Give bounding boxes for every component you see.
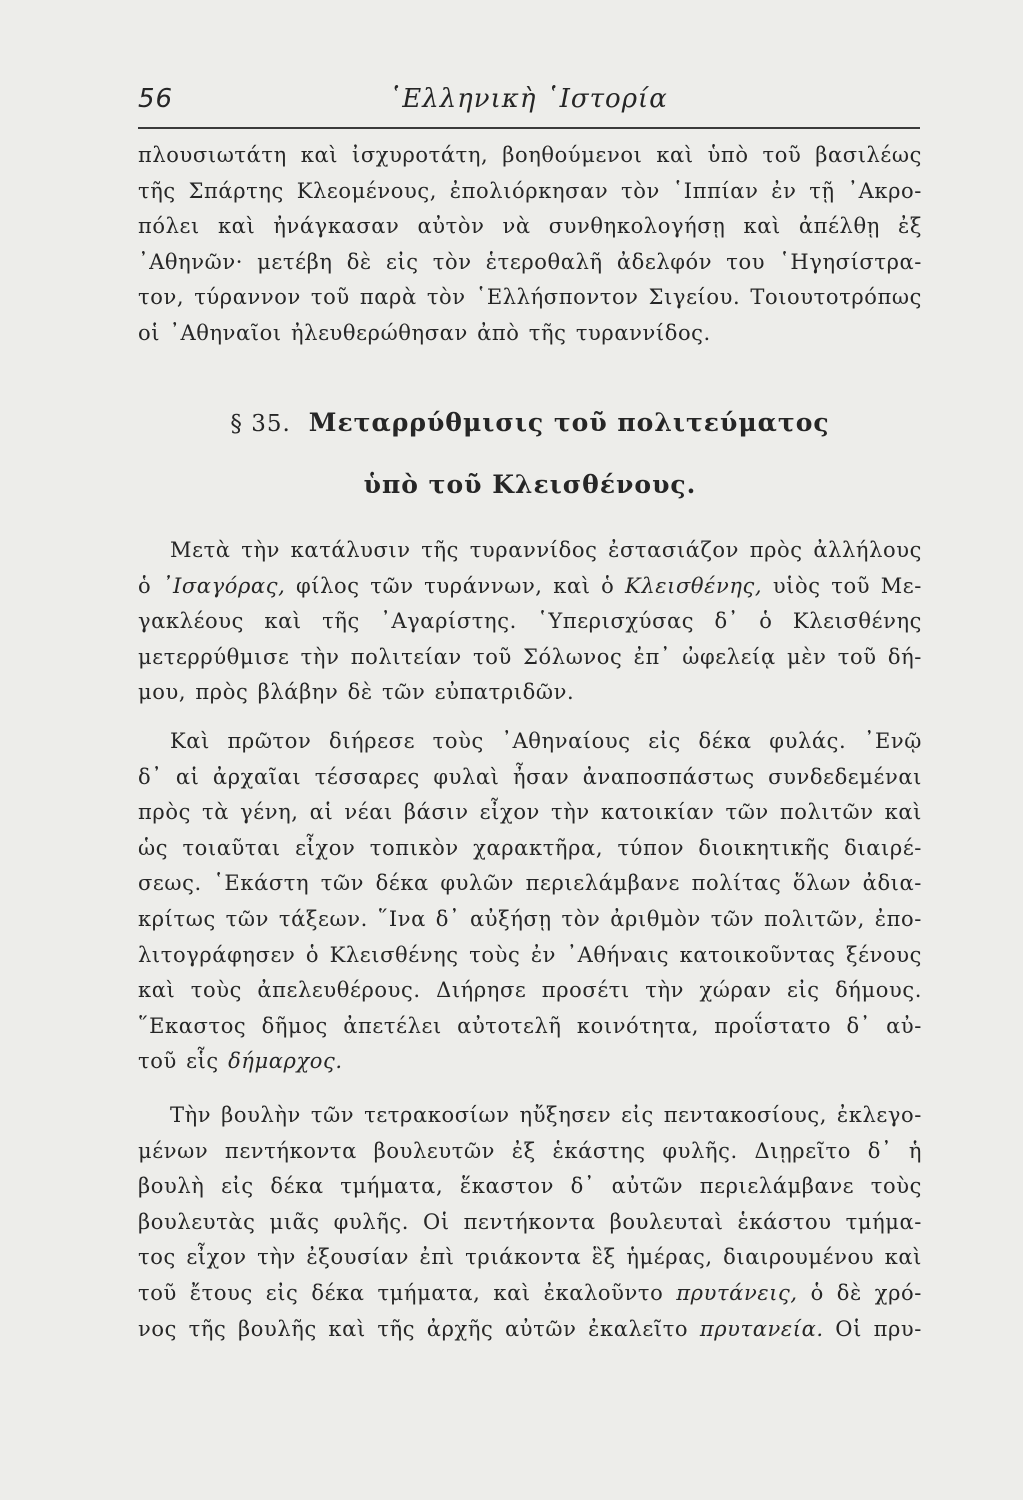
term-demarchos: δήμαρχος. xyxy=(228,1049,343,1074)
term-prytaneia: πρυτανεία. xyxy=(699,1316,824,1341)
text-line: τον, τύραννον τοῦ παρὰ τὸν ῾Ελλήσποντον Σιγείου. Τοιουτοτρόπως xyxy=(138,285,922,310)
text-line: Τὴν βουλὴν τῶν τετρακοσίων ηὔξησεν εἰς πεντακοσίους, ἐκλεγο- xyxy=(170,1103,922,1127)
page-header xyxy=(138,84,918,124)
text-line: μου, πρὸς βλάβην δὲ τῶν εὐπατριδῶν. xyxy=(138,680,575,705)
name-isagoras: ᾿Ισαγόρας, xyxy=(161,573,286,598)
text-line: τῆς Σπάρτης Κλεομένους, ἐπολιόρκησαν τὸν ῾Ιππίαν ἐν τῇ ᾿Ακρο- xyxy=(138,178,922,203)
running-title: ῾Ελληνικὴ ῾Ιστορία xyxy=(388,84,668,114)
text-line: πόλει καὶ ἠνάγκασαν αὐτὸν νὰ συνθηκολογήσῃ καὶ ἀπέλθῃ ἐξ xyxy=(138,214,922,239)
text-line: κρίτως τῶν τάξεων. ῞Ινα δ᾿ αὐξήσῃ τὸν ἀριθμὸν τῶν πολιτῶν, ἐπο- xyxy=(138,906,922,931)
page-number: 56 xyxy=(138,84,174,114)
text-line: ὁ ᾿Ισαγόρας, φίλος τῶν τυράννων, καὶ ὁ Κλεισθένης, υἱὸς τοῦ Με- xyxy=(138,573,922,598)
text-line: μένων πεντήκοντα βουλευτῶν ἐξ ἑκάστης φυλῆς. Διῃρεῖτο δ᾿ ἡ xyxy=(138,1138,922,1163)
text-line: τοῦ εἷς δήμαρχος. xyxy=(138,1049,343,1074)
section-title-line2: ὑπὸ τοῦ Κλεισθένους. xyxy=(363,470,697,499)
intro-paragraph xyxy=(138,138,922,352)
text-line: ῞Εκαστος δῆμος ἀπετέλει αὐτοτελῆ κοινότητα, προΐστατο δ᾿ αὐ- xyxy=(138,1013,922,1038)
section-heading-continued xyxy=(138,470,922,499)
text-line: βουλευτὰς μιᾶς φυλῆς. Οἱ πεντήκοντα βουλευταὶ ἑκάστου τμήμα- xyxy=(138,1209,922,1234)
text-line: λιτογράφησεν ὁ Κλεισθένης τοὺς ἐν ᾿Αθήναις κατοικοῦντας ξένους xyxy=(138,942,922,967)
text-line: μετερρύθμισε τὴν πολιτείαν τοῦ Σόλωνος ἐπ᾿ ὠφελείᾳ μὲν τοῦ δή- xyxy=(138,644,922,669)
text-line: τοῦ ἔτους εἰς δέκα τμήματα, καὶ ἐκαλοῦντο πρυτάνεις, ὁ δὲ χρό- xyxy=(138,1280,922,1305)
text-line: σεως. ῾Εκάστη τῶν δέκα φυλῶν περιελάμβανε πολίτας ὅλων ἀδια- xyxy=(138,871,922,896)
paragraph-council xyxy=(138,1098,922,1347)
text-line: Καὶ πρῶτον διήρεσε τοὺς ᾿Αθηναίους εἰς δέκα φυλάς. ᾿Ενῷ xyxy=(170,729,922,753)
text-line: Μετὰ τὴν κατάλυσιν τῆς τυραννίδος ἐστασιάζον πρὸς ἀλλήλους xyxy=(170,538,922,562)
text-line: οἱ ᾿Αθηναῖοι ἠλευθερώθησαν ἀπὸ τῆς τυραννίδος. xyxy=(138,320,711,345)
text-line: ᾿Αθηνῶν· μετέβη δὲ εἰς τὸν ἑτεροθαλῆ ἀδελφόν του ῾Ηγησίστρα- xyxy=(138,249,922,274)
text-line: τος εἶχον τὴν ἐξουσίαν ἐπὶ τριάκοντα ἓξ ἡμέρας, διαιρουμένου καὶ xyxy=(138,1245,922,1270)
paragraph-tribes xyxy=(138,724,922,1080)
text-line: ὡς τοιαῦται εἶχον τοπικὸν χαρακτῆρα, τύπον διοικητικῆς διαιρέ- xyxy=(138,835,922,860)
paragraph-cleisthenes xyxy=(138,533,922,711)
text-line: δ᾿ αἱ ἀρχαῖαι τέσσαρες φυλαὶ ἦσαν ἀναποσπάστως συνδεδεμέναι xyxy=(138,764,922,789)
text-line: νος τῆς βουλῆς καὶ τῆς ἀρχῆς αὐτῶν ἐκαλεῖτο πρυτανεία. Οἱ πρυ- xyxy=(138,1316,922,1341)
term-prytaneis: πρυτάνεις, xyxy=(676,1280,798,1305)
text-line: γακλέους καὶ τῆς ᾿Αγαρίστης. ῾Υπερισχύσας δ᾿ ὁ Κλεισθένης xyxy=(138,609,922,634)
section-title-line1: Μεταρρύθμισις τοῦ πολιτεύματος xyxy=(308,408,830,437)
text-line: πλουσιωτάτη καὶ ἰσχυροτάτη, βοηθούμενοι καὶ ὑπὸ τοῦ βασιλέως xyxy=(138,143,922,167)
section-heading xyxy=(138,408,922,437)
text-line: βουλὴ εἰς δέκα τμήματα, ἕκαστον δ᾿ αὐτῶν περιελάμβανε τοὺς xyxy=(138,1174,922,1199)
text-line: πρὸς τὰ γένη, αἱ νέαι βάσιν εἶχον τὴν κατοικίαν τῶν πολιτῶν καὶ xyxy=(138,800,922,825)
name-cleisthenes: Κλεισθένης, xyxy=(625,573,763,598)
section-mark: § 35. xyxy=(230,411,291,437)
header-rule xyxy=(138,127,920,129)
text-line: καὶ τοὺς ἀπελευθέρους. Διήρησε προσέτι τὴν χώραν εἰς δήμους. xyxy=(138,978,922,1003)
